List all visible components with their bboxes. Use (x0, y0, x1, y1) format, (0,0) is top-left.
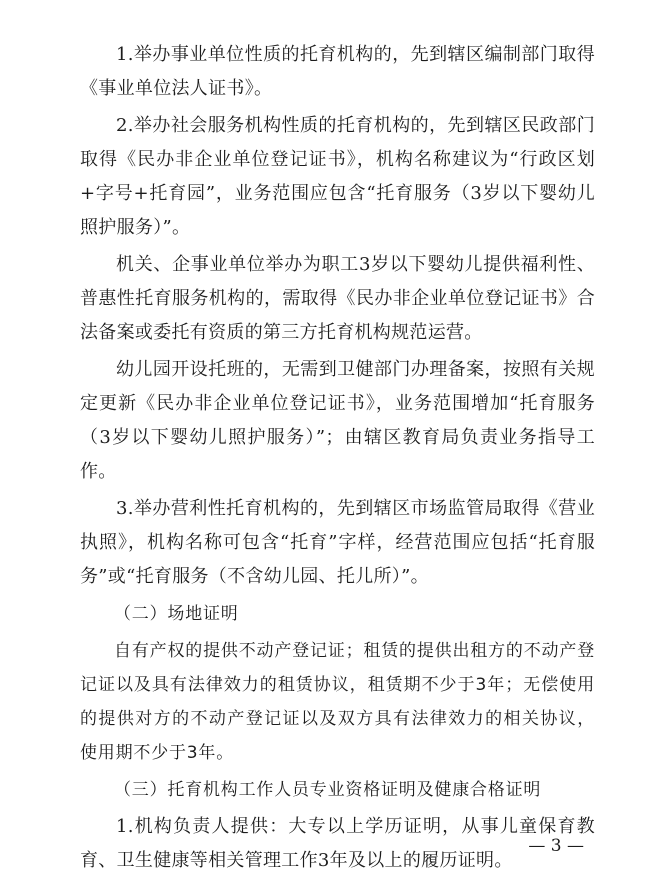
paragraph-for-profit-institution: 3.举办营利性托育机构的，先到辖区市场监管局取得《营业执照》，机构名称可包含“托育”字样，经营范围应包括“托育服务”或“托育服务（不含幼儿园、托儿所）”。 (80, 498, 595, 587)
page-number: — 3 — (528, 836, 584, 856)
document-body (80, 38, 595, 878)
paragraph-kindergarten-class: 幼儿园开设托班的，无需到卫健部门办理备案，按照有关规定更新《民办非企业单位登记证书》，业务范围增加“托育服务（3岁以下婴幼儿照护服务）”；由辖区教育局负责业务指导工作。 (80, 359, 595, 482)
section-heading-site-proof: （二）场地证明 (114, 604, 239, 624)
section-heading-staff-qualification: （三）托育机构工作人员专业资格证明及健康合格证明 (114, 780, 542, 800)
paragraph-social-service-institution: 2.举办社会服务机构性质的托育机构的，先到辖区民政部门取得《民办非企业单位登记证书》，机构名称建议为“行政区划+字号+托育园”，业务范围应包含“托育服务（3岁以下婴幼儿照护服务）”。 (80, 115, 595, 238)
paragraph-employer-childcare: 机关、企事业单位举办为职工3岁以下婴幼儿提供福利性、普惠性托育服务机构的，需取得《民办非企业单位登记证书》合法备案或委托有资质的第三方托育机构规范运营。 (80, 254, 595, 343)
paragraph-public-institution: 1.举办事业单位性质的托育机构的，先到辖区编制部门取得《事业单位法人证书》。 (80, 44, 595, 99)
paragraph-director-requirements: 1.机构负责人提供：大专以上学历证明，从事儿童保育教育、卫生健康等相关管理工作3年及以上的履历证明。 (80, 816, 595, 871)
paragraph-site-proof: 自有产权的提供不动产登记证；租赁的提供出租方的不动产登记证以及具有法律效力的租赁协议，租赁期不少于3年；无偿使用的提供对方的不动产登记证以及双方具有法律效力的相关协议，使用期不少于3年。 (80, 641, 595, 763)
